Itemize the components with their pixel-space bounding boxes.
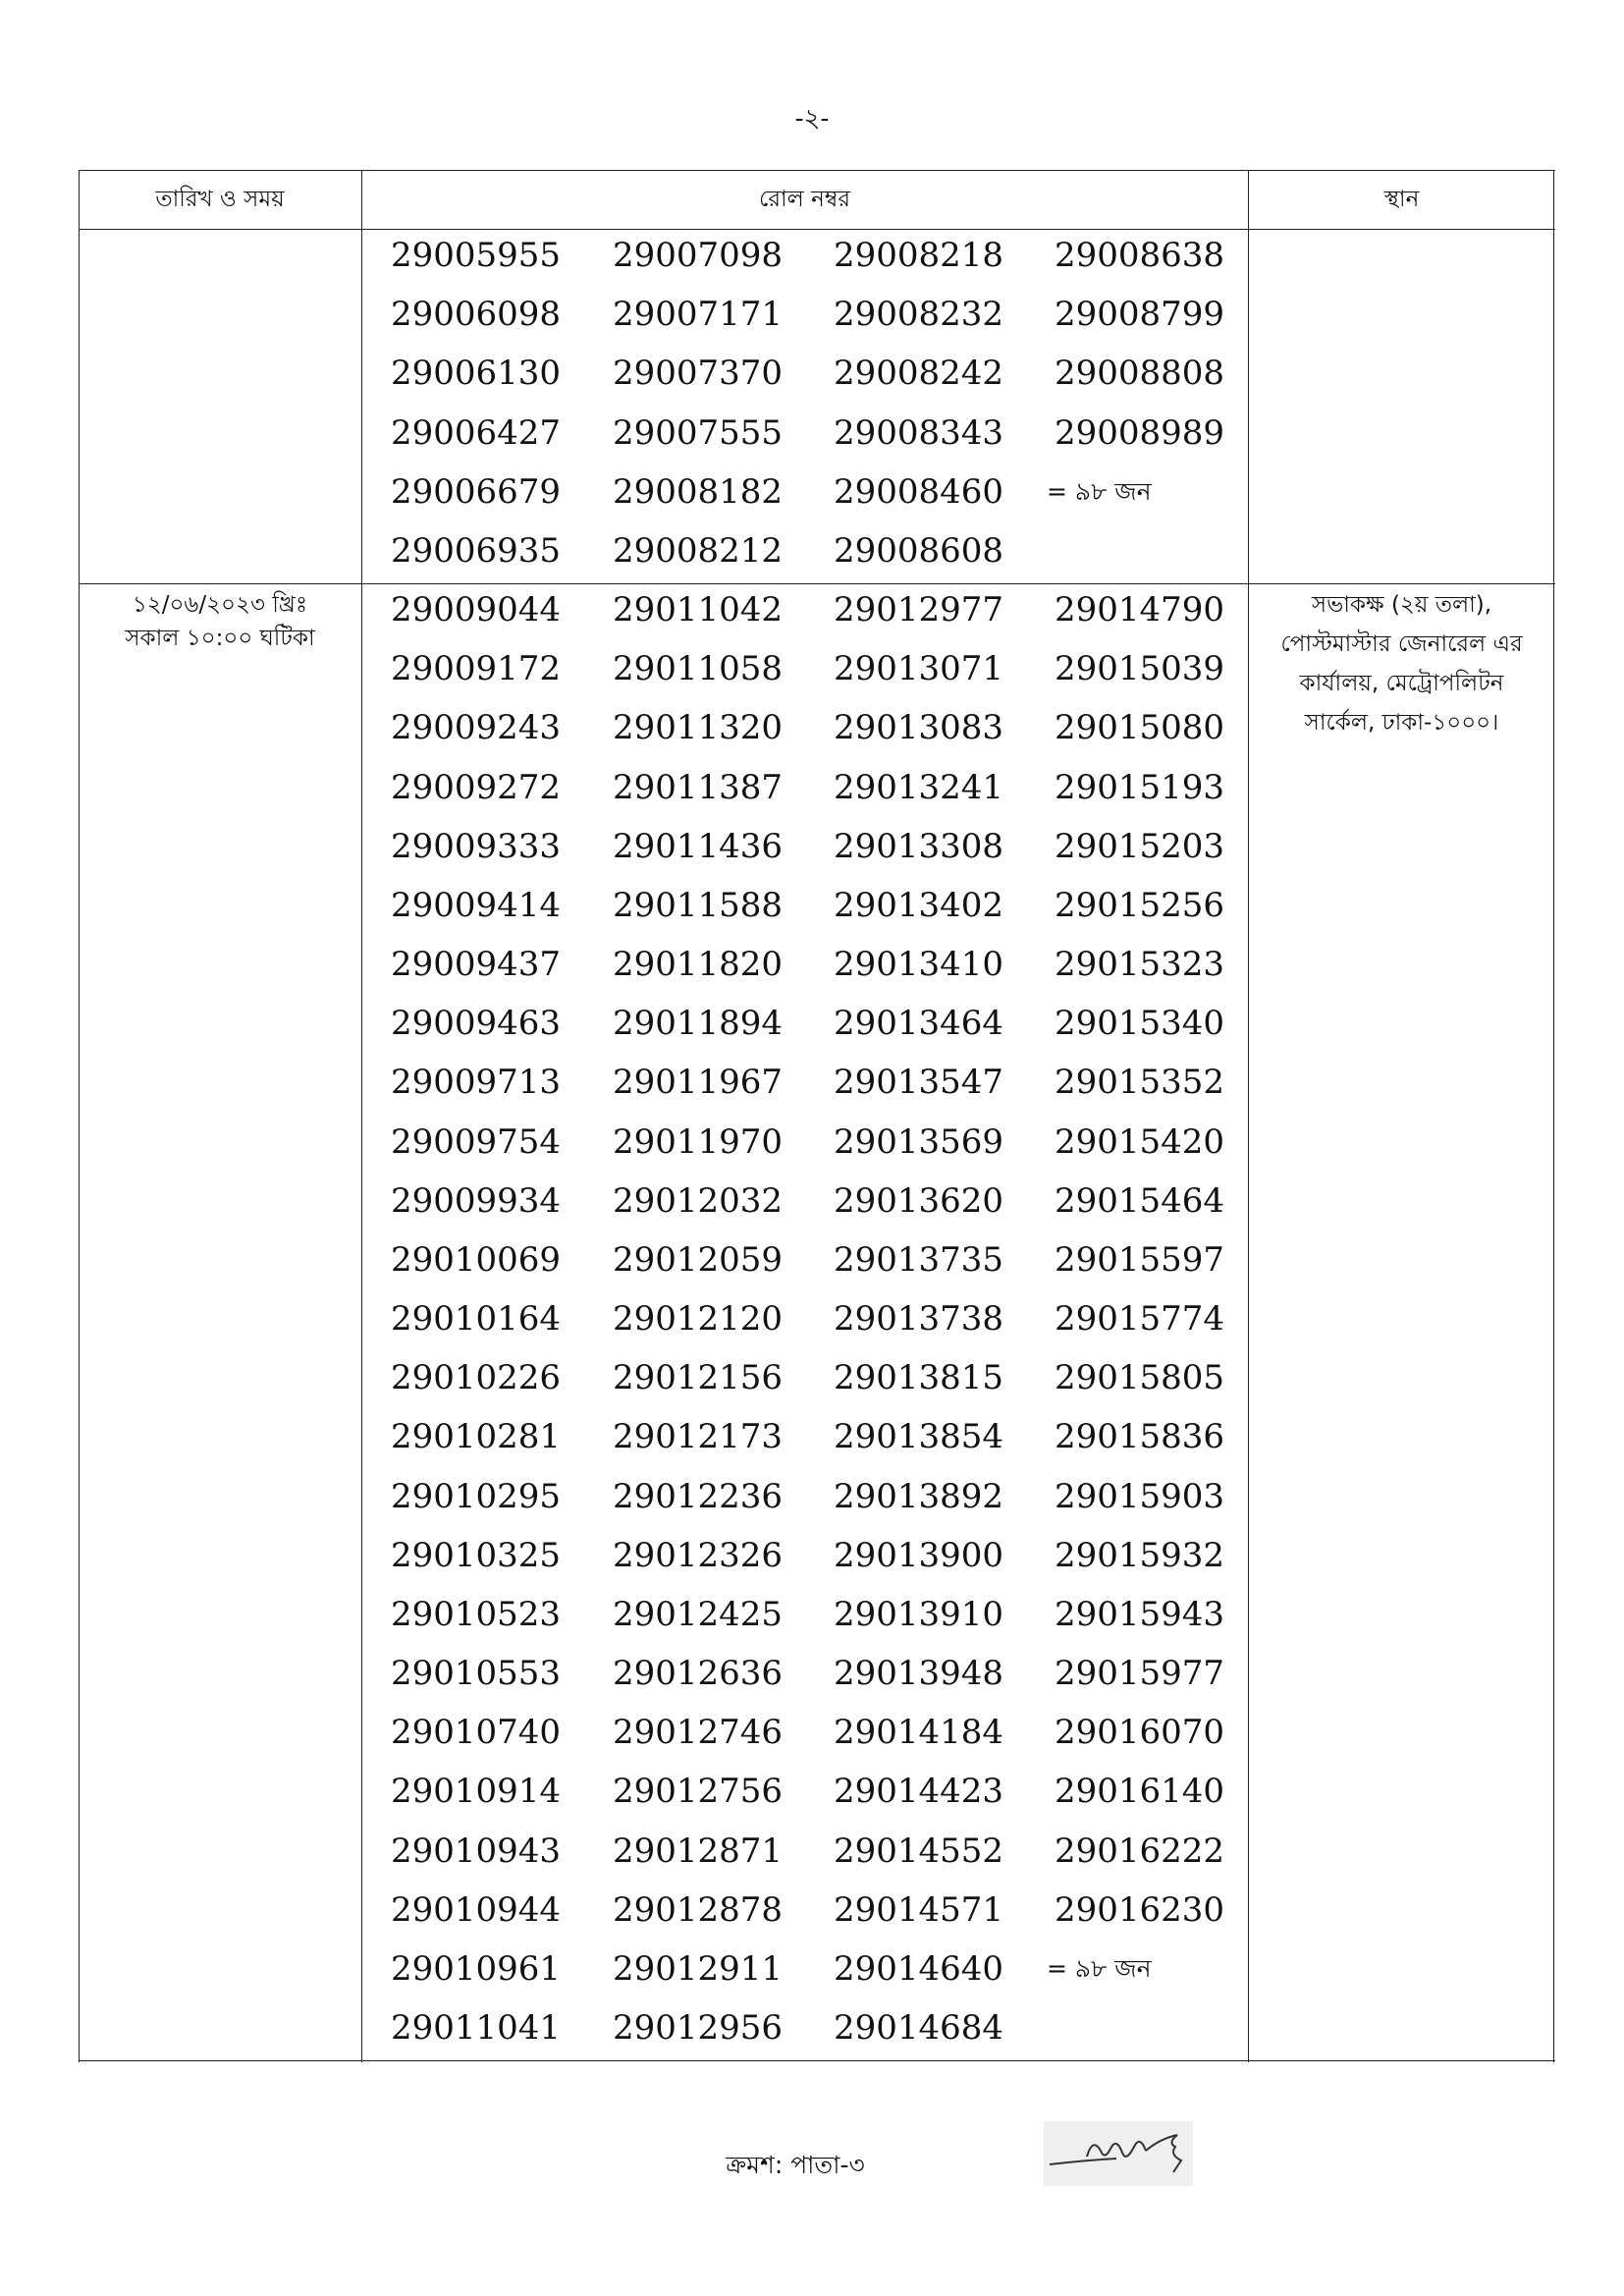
exam-date-time <box>79 588 361 655</box>
roll-number: 29008232 <box>834 295 1004 334</box>
table-border-bottom <box>79 2060 1555 2061</box>
roll-number: 29009414 <box>391 886 562 925</box>
roll-number: 29013547 <box>834 1063 1004 1102</box>
roll-number: 29009713 <box>391 1063 562 1102</box>
page-number: -২- <box>794 104 830 134</box>
roll-number: 29008343 <box>834 413 1004 453</box>
table-border-right <box>1553 170 1554 2062</box>
roll-number: 29008808 <box>1055 354 1225 393</box>
roll-number: 29012059 <box>613 1240 784 1280</box>
column-divider-date <box>361 170 362 2062</box>
roll-number: 29010944 <box>391 1890 562 1930</box>
roll-number: 29010740 <box>391 1713 562 1752</box>
venue-line: কার্যালয়, মেট্রোপলিটন <box>1299 671 1504 696</box>
roll-number: 29009243 <box>391 708 562 747</box>
roll-number: 29007555 <box>613 413 784 453</box>
exam-date: ১২/০৬/২০২৩ খ্রিঃ <box>132 592 308 618</box>
header-divider <box>79 229 1555 230</box>
roll-number: 29006427 <box>391 413 562 453</box>
roll-number: 29009934 <box>391 1181 562 1221</box>
roll-number: 29011058 <box>613 649 784 688</box>
header-roll-number: রোল নম্বর <box>758 186 851 212</box>
signature <box>1044 2121 1193 2186</box>
roll-number: 29011894 <box>613 1004 784 1043</box>
roll-number: 29014423 <box>834 1772 1004 1811</box>
roll-number: 29008989 <box>1055 413 1225 453</box>
roll-number: 29012871 <box>613 1831 784 1871</box>
roll-number: 29013071 <box>834 649 1004 688</box>
roll-number: 29010164 <box>391 1299 562 1339</box>
group-total: = ৯৮ জন <box>1047 1954 1152 1983</box>
roll-number: 29015464 <box>1055 1181 1225 1221</box>
roll-number: 29008242 <box>834 354 1004 393</box>
roll-number: 29015836 <box>1055 1417 1225 1456</box>
roll-number: 29015193 <box>1055 768 1225 807</box>
roll-number: 29011041 <box>391 2008 562 2048</box>
roll-number: 29008638 <box>1055 236 1225 275</box>
roll-number: 29012956 <box>613 2008 784 2048</box>
roll-number: 29012636 <box>613 1654 784 1693</box>
roll-number: 29012878 <box>613 1890 784 1930</box>
table-border-left <box>79 170 80 2062</box>
roll-number: 29011970 <box>613 1122 784 1162</box>
roll-number: 29015903 <box>1055 1477 1225 1516</box>
roll-number: 29009463 <box>391 1004 562 1043</box>
roll-number: 29012032 <box>613 1181 784 1221</box>
roll-number: 29006130 <box>391 354 562 393</box>
roll-number: 29015597 <box>1055 1240 1225 1280</box>
roll-number: 29014790 <box>1055 590 1225 629</box>
roll-number: 29012425 <box>613 1595 784 1634</box>
venue-line: সার্কেল, ঢাকা-১০০০। <box>1304 710 1499 736</box>
roll-number: 29013735 <box>834 1240 1004 1280</box>
roll-number: 29014684 <box>834 2008 1004 2048</box>
roll-number: 29011320 <box>613 708 784 747</box>
roll-number: 29015420 <box>1055 1122 1225 1162</box>
roll-number: 29009172 <box>391 649 562 688</box>
continued-note: ক্রমশ: পাতা-৩ <box>726 2151 865 2179</box>
roll-number: 29009044 <box>391 590 562 629</box>
roll-number: 29010281 <box>391 1417 562 1456</box>
roll-number: 29014571 <box>834 1890 1004 1930</box>
roll-number: 29015203 <box>1055 827 1225 866</box>
roll-number: 29012756 <box>613 1772 784 1811</box>
roll-number: 29016070 <box>1055 1713 1225 1752</box>
roll-number: 29016230 <box>1055 1890 1225 1930</box>
roll-number: 29010523 <box>391 1595 562 1634</box>
roll-number: 29015080 <box>1055 708 1225 747</box>
roll-number: 29015039 <box>1055 649 1225 688</box>
roll-number: 29013854 <box>834 1417 1004 1456</box>
header-venue: স্থান <box>1383 186 1420 212</box>
roll-number: 29013402 <box>834 886 1004 925</box>
roll-number: 29015805 <box>1055 1358 1225 1397</box>
roll-number: 29010914 <box>391 1772 562 1811</box>
roll-number: 29009272 <box>391 768 562 807</box>
roll-number: 29011967 <box>613 1063 784 1102</box>
roll-number: 29009437 <box>391 945 562 984</box>
roll-number: 29010553 <box>391 1654 562 1693</box>
roll-number: 29013308 <box>834 827 1004 866</box>
roll-number: 29015977 <box>1055 1654 1225 1693</box>
roll-number: 29011436 <box>613 827 784 866</box>
roll-number: 29013410 <box>834 945 1004 984</box>
roll-number: 29013900 <box>834 1536 1004 1575</box>
roll-number: 29013464 <box>834 1004 1004 1043</box>
roll-number: 29010961 <box>391 1949 562 1989</box>
exam-time: সকাল ১০:০০ ঘটিকা <box>125 626 315 651</box>
roll-number: 29008212 <box>613 531 784 571</box>
roll-number: 29012120 <box>613 1299 784 1339</box>
roll-number-table <box>79 170 1555 2062</box>
group-divider <box>79 583 1555 584</box>
roll-number: 29006679 <box>391 472 562 512</box>
roll-number: 29006098 <box>391 295 562 334</box>
roll-number: 29015943 <box>1055 1595 1225 1634</box>
venue-line: পোস্টমাস্টার জেনারেল এর <box>1280 631 1523 657</box>
roll-number: 29013738 <box>834 1299 1004 1339</box>
roll-number: 29013620 <box>834 1181 1004 1221</box>
roll-number: 29007370 <box>613 354 784 393</box>
roll-number: 29013815 <box>834 1358 1004 1397</box>
roll-number: 29012911 <box>613 1949 784 1989</box>
roll-number: 29015323 <box>1055 945 1225 984</box>
roll-number: 29012236 <box>613 1477 784 1516</box>
roll-number: 29010069 <box>391 1240 562 1280</box>
roll-number: 29007171 <box>613 295 784 334</box>
roll-number: 29011387 <box>613 768 784 807</box>
roll-number: 29011042 <box>613 590 784 629</box>
roll-number: 29010943 <box>391 1831 562 1871</box>
exam-venue <box>1248 585 1555 742</box>
roll-number: 29012326 <box>613 1536 784 1575</box>
roll-number: 29013241 <box>834 768 1004 807</box>
roll-number: 29013948 <box>834 1654 1004 1693</box>
roll-number: 29011588 <box>613 886 784 925</box>
roll-number: 29015340 <box>1055 1004 1225 1043</box>
roll-number: 29013083 <box>834 708 1004 747</box>
roll-number: 29008799 <box>1055 295 1225 334</box>
roll-number: 29015256 <box>1055 886 1225 925</box>
roll-number: 29006935 <box>391 531 562 571</box>
roll-number: 29008608 <box>834 531 1004 571</box>
roll-number: 29012746 <box>613 1713 784 1752</box>
roll-number: 29008218 <box>834 236 1004 275</box>
roll-number: 29012977 <box>834 590 1004 629</box>
roll-number: 29012156 <box>613 1358 784 1397</box>
roll-number: 29008182 <box>613 472 784 512</box>
roll-number: 29009333 <box>391 827 562 866</box>
roll-number: 29005955 <box>391 236 562 275</box>
roll-number: 29010295 <box>391 1477 562 1516</box>
roll-number: 29016222 <box>1055 1831 1225 1871</box>
roll-number: 29010325 <box>391 1536 562 1575</box>
roll-number: 29015774 <box>1055 1299 1225 1339</box>
roll-number: 29013892 <box>834 1477 1004 1516</box>
roll-number: 29013910 <box>834 1595 1004 1634</box>
roll-number: 29016140 <box>1055 1772 1225 1811</box>
roll-number: 29015352 <box>1055 1063 1225 1102</box>
roll-number: 29014640 <box>834 1949 1004 1989</box>
roll-number: 29009754 <box>391 1122 562 1162</box>
roll-number: 29007098 <box>613 236 784 275</box>
roll-number: 29012173 <box>613 1417 784 1456</box>
roll-number: 29015932 <box>1055 1536 1225 1575</box>
group-total: = ৯৮ জন <box>1047 477 1152 506</box>
roll-number: 29013569 <box>834 1122 1004 1162</box>
roll-number: 29008460 <box>834 472 1004 512</box>
roll-number: 29011820 <box>613 945 784 984</box>
roll-number: 29014184 <box>834 1713 1004 1752</box>
roll-number: 29010226 <box>391 1358 562 1397</box>
column-divider-venue <box>1248 170 1249 2062</box>
venue-line: সভাকক্ষ (২য় তলা), <box>1311 592 1492 618</box>
header-date-time: তারিখ ও সময় <box>155 186 285 212</box>
roll-number: 29014552 <box>834 1831 1004 1871</box>
